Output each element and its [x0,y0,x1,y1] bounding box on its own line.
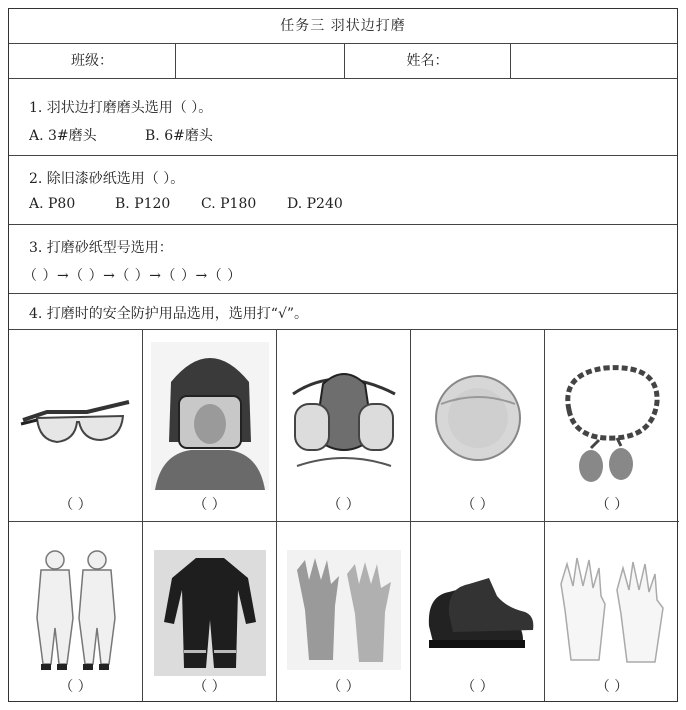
question-4 [9,294,677,330]
question-1-text: 1. 羽状边打磨磨头选用（ ）。 [29,100,213,116]
ppe-cell-cotton-gloves [545,522,679,701]
worksheet [8,8,678,702]
ppe-check-cotton-gloves[interactable]: （ ） [595,679,629,695]
ppe-check-rubber-gloves[interactable]: （ ） [327,679,360,695]
q2-option-d[interactable]: D. P240 [287,196,343,212]
ppe-cell-rubber-gloves [277,522,411,701]
ppe-cell-coverall [143,522,277,701]
ppe-check-respirator[interactable]: （ ） [327,497,360,513]
class-name-row [9,44,677,79]
ppe-cell-respirator [277,330,411,522]
respirator-mask-icon [287,354,401,474]
question-2-text: 2. 除旧漆砂纸选用（ ）。 [29,171,185,187]
ppe-cell-protective-suit [9,522,143,701]
rubber-gloves-icon [287,550,401,670]
class-field[interactable] [176,44,345,79]
q2-option-a[interactable]: A. P80 [29,196,76,212]
ppe-check-earplugs[interactable]: （ ） [595,497,629,513]
coverall-icon [154,550,266,676]
class-label: 班级： [9,44,176,79]
ppe-check-dust-mask[interactable]: （ ） [461,497,494,513]
safety-glasses-icon [17,390,135,460]
ppe-check-face-shield[interactable]: （ ） [193,497,226,513]
q1-option-a[interactable]: A. 3#磨头 [29,128,97,144]
ppe-cell-safety-glasses [9,330,143,522]
q1-option-b[interactable]: B. 6#磨头 [145,128,213,144]
question-3 [9,225,677,294]
cotton-gloves-icon [555,550,669,670]
protective-suit-icon [23,548,129,672]
ppe-cell-safety-shoes [411,522,545,701]
q2-option-c[interactable]: C. P180 [201,196,257,212]
face-shield-helmet-icon [151,342,269,490]
question-1 [9,79,677,156]
question-4-text: 4. 打磨时的安全防护用品选用，选用打“√”。 [29,306,309,322]
name-label: 姓名： [345,44,511,79]
ppe-grid [9,330,677,701]
name-field[interactable] [511,44,679,79]
ppe-check-protective-suit[interactable]: （ ） [59,679,92,695]
ppe-check-safety-glasses[interactable]: （ ） [59,497,92,513]
question-3-text: 3. 打磨砂纸型号选用： [29,240,173,256]
earplugs-icon [555,356,669,488]
q3-sequence[interactable]: （ ）→（ ）→（ ）→（ ）→（ ） [23,268,242,284]
page-title: 任务三 羽状边打磨 [9,9,677,44]
ppe-cell-earplugs [545,330,679,522]
q2-option-b[interactable]: B. P120 [115,196,171,212]
safety-shoes-icon [419,566,537,656]
ppe-check-safety-shoes[interactable]: （ ） [461,679,494,695]
ppe-cell-face-shield [143,330,277,522]
ppe-check-coverall[interactable]: （ ） [193,679,226,695]
ppe-cell-dust-mask [411,330,545,522]
question-2 [9,156,677,225]
dust-mask-icon [431,370,525,466]
